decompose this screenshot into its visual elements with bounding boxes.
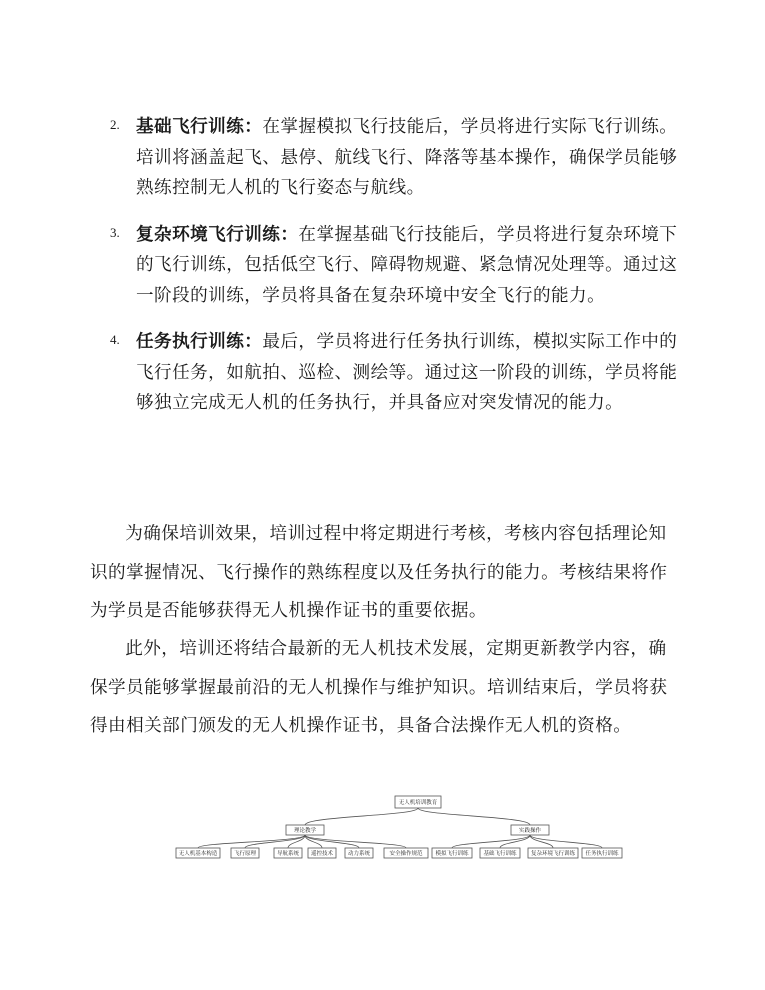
list-item-body <box>136 327 685 419</box>
tree-node-label: 模拟飞行训练 <box>435 851 469 857</box>
tree-node-leaf <box>231 848 259 858</box>
training-list <box>110 112 685 435</box>
tree-node-leaf <box>274 848 302 858</box>
tree-node-label: 实践操作 <box>518 828 542 834</box>
tree-node-leaf <box>528 848 578 858</box>
tree-edge <box>500 835 530 848</box>
list-item-text: 在掌握模拟飞行技能后，学员将进行实际飞行训练。培训将涵盖起飞、悬停、航线飞行、降落等基本操作，确保学员能够熟练控制无人机的飞行姿态与航线。 <box>136 117 678 198</box>
list-item-number: 4. <box>110 332 120 347</box>
tree-diagram-svg <box>170 790 630 870</box>
list-item-body <box>136 112 685 204</box>
tree-node-leaf <box>384 848 428 858</box>
training-tree-diagram <box>170 790 630 870</box>
tree-node-label: 任务执行训练 <box>585 851 619 857</box>
tree-node-leaf <box>480 848 520 858</box>
tree-node-label: 飞行原理 <box>233 851 257 857</box>
list-item <box>110 220 685 312</box>
list-item-number: 3. <box>110 224 120 240</box>
tree-node-label: 遥控技术 <box>310 851 334 857</box>
list-item <box>110 112 685 204</box>
tree-node-label: 无人机基本构造 <box>178 851 218 857</box>
tree-node-leaf <box>345 848 373 858</box>
tree-node-label: 理论教学 <box>293 828 317 834</box>
tree-node-label: 基础飞行训练 <box>483 851 517 857</box>
list-item-text: 在掌握基础飞行技能后，学员将进行复杂环境下的飞行训练，包括低空飞行、障碍物规避、紧急情况处理等。通过这一阶段的训练，学员将具备在复杂环境中安全飞行的能力。 <box>136 224 678 306</box>
tree-node-leaf <box>176 848 220 858</box>
tree-node-branch <box>511 825 549 835</box>
tree-node-branch <box>286 825 324 835</box>
tree-node-label: 导航系统 <box>276 851 300 857</box>
tree-node-label: 动力系统 <box>347 851 371 857</box>
paragraph-assessment: 为确保培训效果，培训过程中将定期进行考核，考核内容包括理论知识的掌握情况、飞行操作的熟练程度以及任务执行的能力。考核结果将作为学员是否能够获得无人机操作证书的重要依据。 <box>90 524 668 621</box>
tree-node-leaf <box>582 848 622 858</box>
tree-node-leaf <box>308 848 336 858</box>
tree-edge <box>305 808 418 825</box>
paragraph-certification: 此外，培训还将结合最新的无人机技术发展，定期更新教学内容，确保学员能够掌握最前沿的无人机操作与维护知识。培训结束后，学员将获得由相关部门颁发的无人机操作证书，具备合法操作无人机的资格。 <box>90 639 668 736</box>
list-item-title: 复杂环境飞行训练： <box>136 224 299 245</box>
tree-node-label: 安全操作规范 <box>389 851 423 857</box>
tree-node-root <box>395 796 441 808</box>
tree-node-label: 无人机培训教育 <box>398 800 438 806</box>
list-item-text: 最后，学员将进行任务执行训练，模拟实际工作中的飞行任务，如航拍、巡检、测绘等。通过这一阶段的训练，学员将能够独立完成无人机的任务执行，并具备应对突发情况的能力。 <box>136 332 678 413</box>
list-item-body <box>136 220 685 312</box>
tree-edge <box>418 808 530 825</box>
tree-node-leaf <box>432 848 472 858</box>
list-item <box>110 327 685 419</box>
tree-node-label: 复杂环境飞行训练 <box>530 851 576 857</box>
list-item-title: 基础飞行训练： <box>136 117 263 137</box>
list-item-number: 2. <box>110 117 120 132</box>
list-item-title: 任务执行训练： <box>136 332 263 352</box>
